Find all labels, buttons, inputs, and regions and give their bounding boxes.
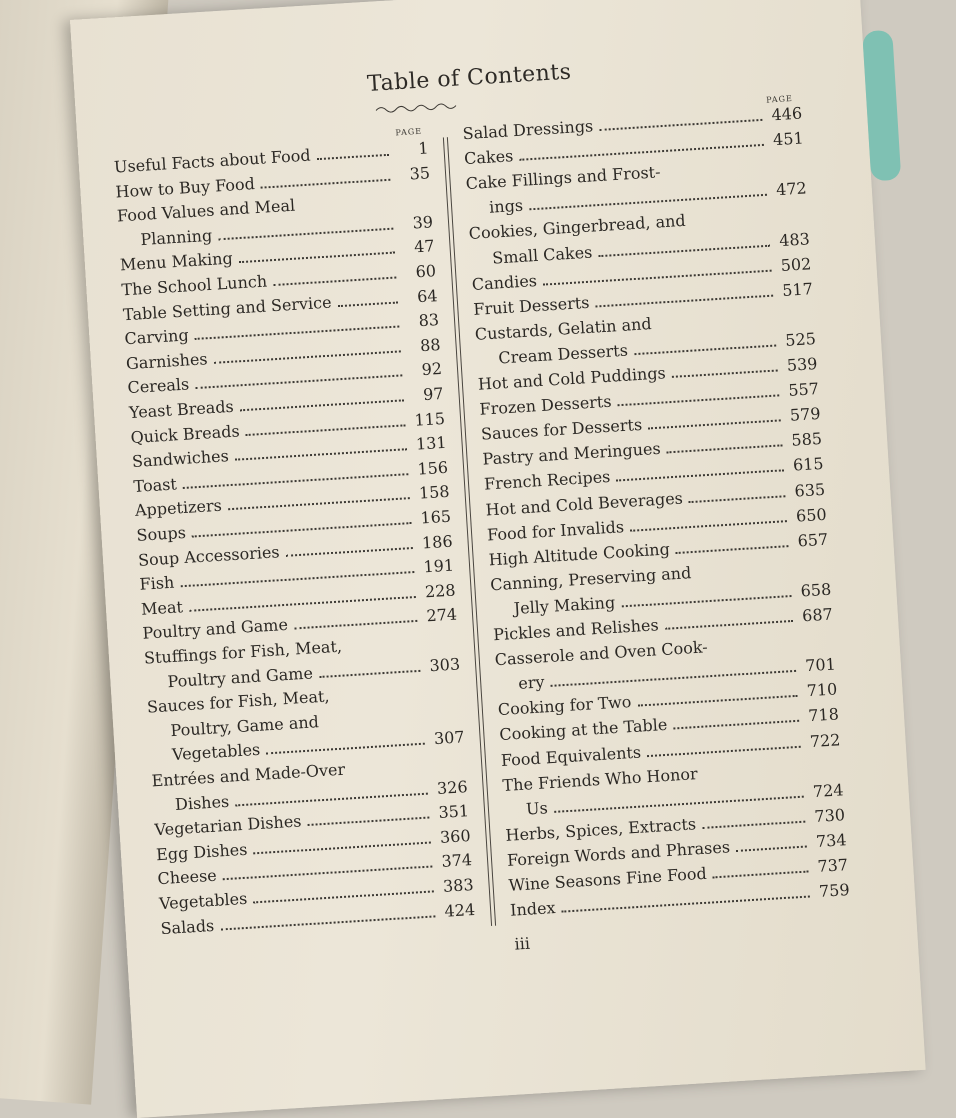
dot-leader bbox=[702, 820, 805, 828]
dot-leader bbox=[648, 420, 781, 430]
right-entry-label: Candies bbox=[471, 270, 538, 294]
dot-leader bbox=[240, 399, 404, 411]
right-entry-label: Custards, Gelatin and bbox=[474, 313, 653, 344]
left-entry-label: Planning bbox=[139, 225, 213, 249]
left-entry-page: 303 bbox=[428, 654, 461, 675]
dot-leader bbox=[667, 445, 783, 454]
right-entry-page: 724 bbox=[812, 779, 844, 801]
dot-leader bbox=[266, 743, 425, 755]
left-entry-page: 35 bbox=[409, 162, 431, 184]
left-entry-label: Poultry and Game bbox=[142, 615, 289, 644]
left-entry-page: 92 bbox=[421, 359, 443, 380]
right-entry-label: Cookies, Gingerbread, and bbox=[468, 211, 687, 244]
left-entry-label: Table Setting and Service bbox=[122, 292, 333, 324]
left-entry-page: 307 bbox=[433, 727, 466, 749]
right-entry-page: 502 bbox=[780, 253, 812, 275]
dot-leader bbox=[634, 344, 776, 355]
left-entry-label: Appetizers bbox=[134, 496, 223, 521]
right-entry-page: 650 bbox=[795, 504, 828, 526]
right-entry-page: 737 bbox=[816, 855, 849, 876]
left-entry-page: 383 bbox=[442, 874, 475, 896]
left-entry-label: Carving bbox=[123, 325, 190, 349]
left-entry-page: 351 bbox=[437, 801, 470, 823]
dot-leader bbox=[319, 669, 420, 677]
left-entry-label: Cheese bbox=[157, 866, 218, 889]
dot-leader bbox=[246, 424, 406, 436]
left-entry-page: 88 bbox=[419, 334, 442, 356]
right-entry-label: Canning, Preserving and bbox=[489, 562, 692, 595]
left-entry-label: Poultry, Game and bbox=[169, 711, 320, 740]
right-entry-label: Wine Seasons Fine Food bbox=[508, 863, 708, 895]
left-entry-page: 1 bbox=[417, 138, 430, 158]
dot-leader bbox=[218, 227, 393, 240]
right-entry-label: Sauces for Desserts bbox=[480, 415, 643, 444]
left-entry-label: Vegetables bbox=[171, 740, 261, 765]
dot-leader bbox=[598, 244, 770, 256]
left-entry-page: 360 bbox=[439, 825, 472, 847]
right-entry-page: 451 bbox=[772, 128, 805, 150]
right-entry-page: 718 bbox=[807, 704, 840, 726]
dot-leader bbox=[195, 375, 402, 390]
right-entry-label: Frozen Desserts bbox=[478, 391, 613, 419]
right-entry-page: 710 bbox=[806, 679, 838, 701]
dot-leader bbox=[254, 841, 431, 854]
right-entry-page: 734 bbox=[815, 830, 848, 851]
right-entry-label: Casserole and Oven Cook- bbox=[494, 637, 709, 670]
title-flourish bbox=[376, 101, 456, 116]
right-entry-page: 722 bbox=[809, 729, 841, 751]
dot-leader bbox=[273, 277, 396, 287]
right-entry-label: Foreign Words and Phrases bbox=[506, 837, 731, 870]
right-entry-page: 525 bbox=[784, 328, 817, 350]
dot-leader bbox=[253, 890, 434, 903]
dot-leader bbox=[228, 498, 410, 511]
book-page bbox=[70, 0, 926, 1118]
right-entry-page: 446 bbox=[770, 103, 803, 125]
left-entry-page: 374 bbox=[440, 850, 473, 872]
dot-leader bbox=[665, 620, 793, 630]
left-entry-label: Garnishes bbox=[125, 349, 209, 373]
dot-leader bbox=[616, 470, 783, 482]
right-entry-label: Food for Invalids bbox=[486, 516, 625, 545]
right-entry-page: 687 bbox=[801, 604, 834, 626]
left-entry-label: Cereals bbox=[126, 374, 190, 398]
dot-leader bbox=[638, 695, 798, 707]
right-entry-page: 539 bbox=[786, 354, 818, 375]
left-entry-label: Stuffings for Fish, Meat, bbox=[143, 636, 343, 668]
left-entry-page: 64 bbox=[416, 285, 439, 306]
left-entry-page: 131 bbox=[415, 433, 448, 454]
right-entry-page: 483 bbox=[778, 228, 811, 250]
left-entry-page: 424 bbox=[443, 899, 476, 921]
dot-leader bbox=[235, 792, 428, 806]
dot-leader bbox=[294, 620, 417, 630]
right-entry-label: Cream Desserts bbox=[497, 340, 629, 368]
dot-leader bbox=[239, 252, 395, 264]
right-entry-label: Us bbox=[525, 798, 549, 819]
left-entry-label: Menu Making bbox=[119, 248, 234, 275]
dot-leader bbox=[195, 326, 400, 341]
dot-leader bbox=[529, 194, 767, 211]
left-entry-page: 83 bbox=[418, 310, 440, 331]
right-entry-label: Pickles and Relishes bbox=[492, 615, 660, 645]
right-entry-label: Cooking at the Table bbox=[498, 715, 668, 745]
right-entry-page: 557 bbox=[787, 379, 820, 400]
left-entry-label: Quick Breads bbox=[130, 421, 241, 447]
right-entry-label: Hot and Cold Puddings bbox=[477, 363, 667, 394]
dot-leader bbox=[235, 448, 407, 461]
right-entry-label: Small Cakes bbox=[491, 242, 593, 268]
left-entry-label: Useful Facts about Food bbox=[113, 145, 312, 177]
dot-leader bbox=[621, 595, 791, 607]
right-page-heading: PAGE bbox=[765, 94, 794, 105]
left-entry-page: 158 bbox=[418, 482, 451, 503]
dot-leader bbox=[519, 144, 764, 161]
left-entry-label: The School Lunch bbox=[120, 271, 268, 300]
page-tab-edge bbox=[862, 30, 901, 182]
left-entry-page: 156 bbox=[416, 457, 449, 479]
dot-leader bbox=[672, 369, 778, 377]
left-entry-label: Food Values and Meal bbox=[116, 195, 296, 226]
left-entry-page: 165 bbox=[419, 506, 452, 528]
left-entry-label: Soups bbox=[136, 522, 187, 545]
page-title: Table of Contents bbox=[366, 59, 573, 97]
right-entry-label: ery bbox=[517, 672, 546, 694]
right-entry-page: 730 bbox=[813, 804, 846, 826]
dot-leader bbox=[713, 871, 809, 879]
right-entry-label: Fruit Desserts bbox=[472, 292, 590, 319]
dot-leader bbox=[630, 520, 787, 532]
left-entry-label: Sandwiches bbox=[131, 446, 230, 472]
dot-leader bbox=[647, 745, 801, 756]
right-entry-label: Hot and Cold Beverages bbox=[485, 488, 684, 520]
dot-leader bbox=[286, 547, 413, 557]
right-entry-page: 701 bbox=[804, 654, 837, 676]
right-entry-page: 635 bbox=[793, 479, 826, 501]
dot-leader bbox=[214, 350, 401, 363]
left-entry-label: Toast bbox=[133, 474, 178, 496]
left-entry-label: Soup Accessories bbox=[137, 541, 281, 570]
right-entry-page: 472 bbox=[775, 178, 808, 200]
dot-leader bbox=[596, 294, 774, 307]
left-entry-label: Vegetarian Dishes bbox=[154, 811, 302, 840]
right-entry-label: Pastry and Meringues bbox=[482, 439, 662, 469]
dot-leader bbox=[618, 394, 780, 406]
left-entry-label: Dishes bbox=[174, 791, 230, 814]
right-entry-label: ings bbox=[488, 196, 524, 218]
right-entry-page: 658 bbox=[800, 579, 832, 601]
left-entry-label: Meat bbox=[140, 597, 184, 619]
right-entry-label: Index bbox=[509, 898, 557, 920]
right-entry-page: 579 bbox=[789, 404, 822, 425]
left-entry-page: 186 bbox=[421, 531, 454, 553]
dot-leader bbox=[673, 720, 799, 730]
left-entry-label: Fish bbox=[139, 572, 175, 594]
right-entry-label: Herbs, Spices, Extracts bbox=[505, 814, 697, 845]
dot-leader bbox=[676, 545, 789, 554]
right-entry-label: Cake Fillings and Frost- bbox=[465, 162, 662, 194]
left-entry-label: How to Buy Food bbox=[114, 173, 256, 202]
left-page-heading: PAGE bbox=[395, 126, 423, 138]
right-entry-page: 615 bbox=[792, 454, 825, 476]
dot-leader bbox=[308, 817, 430, 826]
right-entry-label: Jelly Making bbox=[513, 592, 616, 618]
page-folio: iii bbox=[513, 933, 531, 954]
dot-leader bbox=[220, 915, 435, 930]
dot-leader bbox=[338, 301, 398, 307]
left-entry-page: 39 bbox=[412, 212, 434, 233]
right-entry-label: Salad Dressings bbox=[462, 116, 594, 144]
dot-leader bbox=[261, 178, 390, 188]
right-entry-page: 657 bbox=[797, 529, 829, 551]
right-entry-label: French Recipes bbox=[483, 467, 611, 494]
right-entry-page: 517 bbox=[781, 278, 814, 300]
left-entry-page: 228 bbox=[424, 580, 457, 602]
right-entry-label: The Friends Who Honor bbox=[501, 763, 699, 795]
dot-leader bbox=[736, 845, 807, 851]
dot-leader bbox=[599, 119, 762, 131]
dot-leader bbox=[562, 896, 810, 913]
dot-leader bbox=[689, 495, 786, 503]
right-entry-label: High Altitude Cooking bbox=[488, 539, 671, 570]
left-entry-page: 326 bbox=[436, 776, 469, 798]
left-entry-label: Poultry and Game bbox=[166, 663, 314, 691]
right-entry-page: 759 bbox=[818, 880, 851, 901]
left-entry-label: Yeast Breads bbox=[128, 396, 235, 423]
right-entry-label: Cooking for Two bbox=[497, 692, 632, 720]
left-entry-page: 115 bbox=[413, 408, 446, 430]
right-entry-label: Cakes bbox=[463, 146, 514, 169]
dot-leader bbox=[317, 154, 389, 160]
left-entry-page: 274 bbox=[425, 604, 458, 626]
left-entry-page: 60 bbox=[415, 261, 437, 282]
left-entry-label: Egg Dishes bbox=[155, 839, 248, 865]
left-entry-label: Salads bbox=[160, 915, 215, 938]
left-entry-page: 191 bbox=[422, 555, 455, 577]
left-entry-label: Sauces for Fish, Meat, bbox=[146, 686, 330, 717]
right-entry-label: Food Equivalents bbox=[500, 742, 642, 770]
left-entry-page: 97 bbox=[422, 383, 445, 405]
left-entry-label: Vegetables bbox=[158, 888, 248, 914]
left-entry-label: Entrées and Made-Over bbox=[151, 759, 346, 791]
left-entry-page: 47 bbox=[413, 236, 436, 257]
right-entry-page: 585 bbox=[790, 429, 823, 451]
